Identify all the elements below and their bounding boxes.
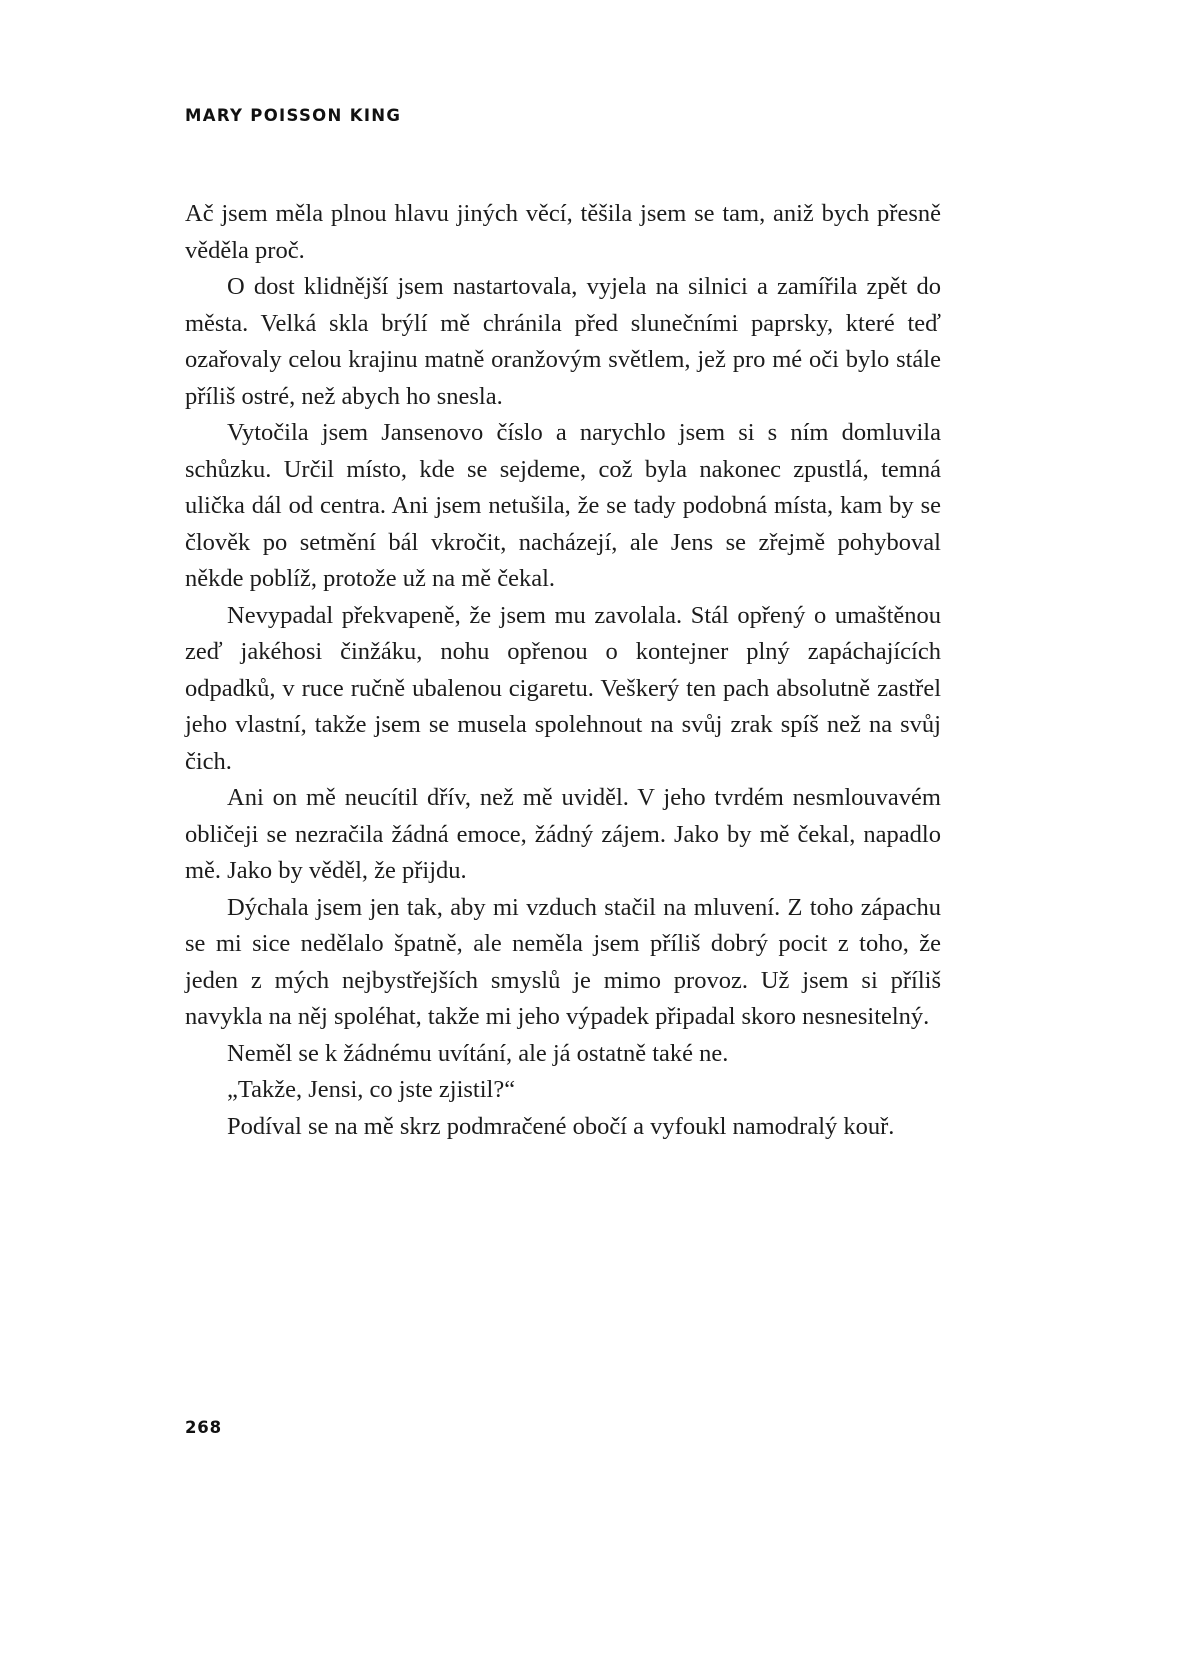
paragraph: Ač jsem měla plnou hlavu jiných věcí, těšila jsem se tam, aniž bych přesně věděla proč. bbox=[185, 200, 941, 264]
body-text bbox=[185, 196, 941, 1145]
paragraph: „Takže, Jensi, co jste zjistil?“ bbox=[227, 1076, 516, 1103]
paragraph: O dost klidnější jsem nastartovala, vyjela na silnici a zamířila zpět do města. Velká skla brýlí mě chránila před slunečními paprsky, které teď ozařovaly celou krajinu matně oranžovým světlem, jež pro mé oči bylo stále příliš ostré, než abych ho snesla. bbox=[185, 273, 941, 410]
paragraph: Vytočila jsem Jansenovo číslo a narychlo jsem si s ním domluvila schůzku. Určil místo, kde se sejdeme, což byla nakonec zpustlá, temná ulička dál od centra. Ani jsem netušila, že se tady podobná místa, kam by se člověk po setmění bál vkročit, nacházejí, ale Jens se zřejmě pohyboval někde poblíž, protože už na mě čekal. bbox=[185, 419, 941, 592]
paragraph: Neměl se k žádnému uvítání, ale já ostatně také ne. bbox=[227, 1039, 729, 1067]
paragraph: Nevypadal překvapeně, že jsem mu zavolala. Stál opřený o umaštěnou zeď jakéhosi činžáku, nohu opřenou o kontejner plný zapáchajících odpadků, v ruce ručně ubalenou cigaretu. Veškerý ten pach absolutně zastřel jeho vlastní, takže jsem se musela spolehnout na svůj zrak spíš než na svůj čich. bbox=[185, 601, 941, 775]
paragraph: Dýchala jsem jen tak, aby mi vzduch stačil na mluvení. Z toho zápachu se mi sice nedělalo špatně, ale neměla jsem příliš dobrý pocit z toho, že jeden z mých nejbystřejších smyslů je mimo provoz. Už jsem si příliš navykla na něj spoléhat, takže mi jeho výpadek připadal skoro nesnesitelný. bbox=[185, 893, 941, 1030]
paragraph: Ani on mě neucítil dřív, než mě uviděl. V jeho tvrdém nesmlouvavém obličeji se nezračila žádná emoce, žádný zájem. Jako by mě čekal, napadlo mě. Jako by věděl, že přijdu. bbox=[185, 784, 941, 884]
paragraph: Podíval se na mě skrz podmračené obočí a vyfoukl namodralý kouř. bbox=[227, 1112, 895, 1140]
running-header: MARY POISSON KING bbox=[185, 106, 402, 125]
page-number: 268 bbox=[185, 1418, 222, 1437]
